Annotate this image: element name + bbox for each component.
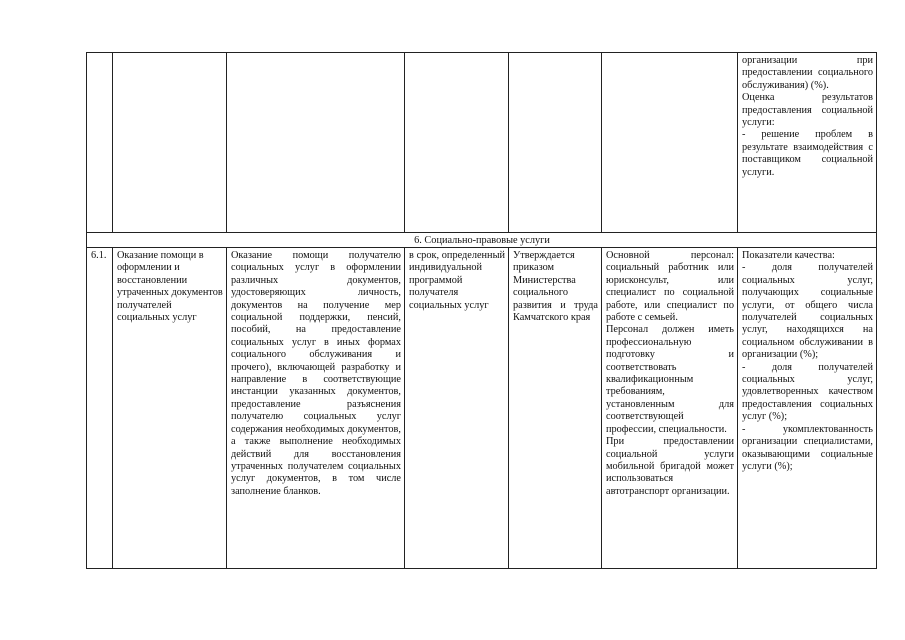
cell-quality [738, 248, 877, 569]
cell-staff-empty [602, 53, 738, 233]
cell-timing-empty [405, 53, 509, 233]
cell-service-name-empty [113, 53, 227, 233]
services-standard-table [86, 52, 877, 569]
cell-service-name: Оказание помощи в оформлении и восстановлении утраченных документов получателей социальных услуг [113, 248, 227, 569]
quality-indicator-staffing: - укомплектованность организации специалистами, оказывающими социальные услуги (%); [742, 423, 873, 472]
quality-indicator-satisfaction: - доля получателей социальных услуг, удовлетворенных качеством предоставления социальных услуг (%); [742, 361, 873, 423]
cell-description-empty [227, 53, 405, 233]
table-row-continued [87, 53, 877, 233]
cell-tariff-empty [509, 53, 602, 233]
cell-tariff: Утверждается приказом Министерства социального развития и труда Камчатского края [509, 248, 602, 569]
cell-number-empty [87, 53, 113, 233]
cell-quality-continued: организации при предоставлении социального обслуживания) (%). Оценка результатов предоставления социальной услуги: - решение проблем в результате взаимодействия с поставщиком социальной услуги. [738, 53, 877, 233]
cell-staff [602, 248, 738, 569]
quality-indicator-coverage: - доля получателей социальных услуг, получающих социальные услуги, от общего числа получателей социальных услуг, находящихся на социальном обслуживании в организации (%); [742, 262, 873, 361]
section-header: 6. Социально-правовые услуги [87, 233, 877, 248]
quality-heading: Показатели качества: [742, 250, 835, 261]
section-header-row [87, 233, 877, 248]
staff-paragraph-mobile-team: При предоставлении социальной услуги мобильной бригадой может использоваться автотранспорт организации. [606, 436, 734, 497]
staff-paragraph-qualification: Персонал должен иметь профессиональную подготовку и соответствовать квалификационным требованиям, установленным для соответствующей профессии, специальности. [606, 324, 734, 435]
cell-number: 6.1. [87, 248, 113, 569]
table-row-6-1 [87, 248, 877, 569]
staff-paragraph-main: Основной персонал: социальный работник или юрисконсульт, или специалист по социальной работе, или специалист по работе с семьей. [606, 250, 734, 324]
cell-description: Оказание помощи получателю социальных услуг в оформлении различных документов, удостоверяющих личность, документов на получение мер социальной поддержки, пенсий, пособий, на предоставление социальных услуг в иных формах социального обслуживания и прочего), включающей разработку и направление в соответствующие инстанции указанных документов, предоставление разъяснения получателю социальных услуг содержания необходимых документов, а также выполнение необходимых действий для восстановления утраченных получателем социальных услуг документов, в том числе заполнение бланков. [227, 248, 405, 569]
cell-timing: в срок, определенный индивидуальной программой получателя социальных услуг [405, 248, 509, 569]
